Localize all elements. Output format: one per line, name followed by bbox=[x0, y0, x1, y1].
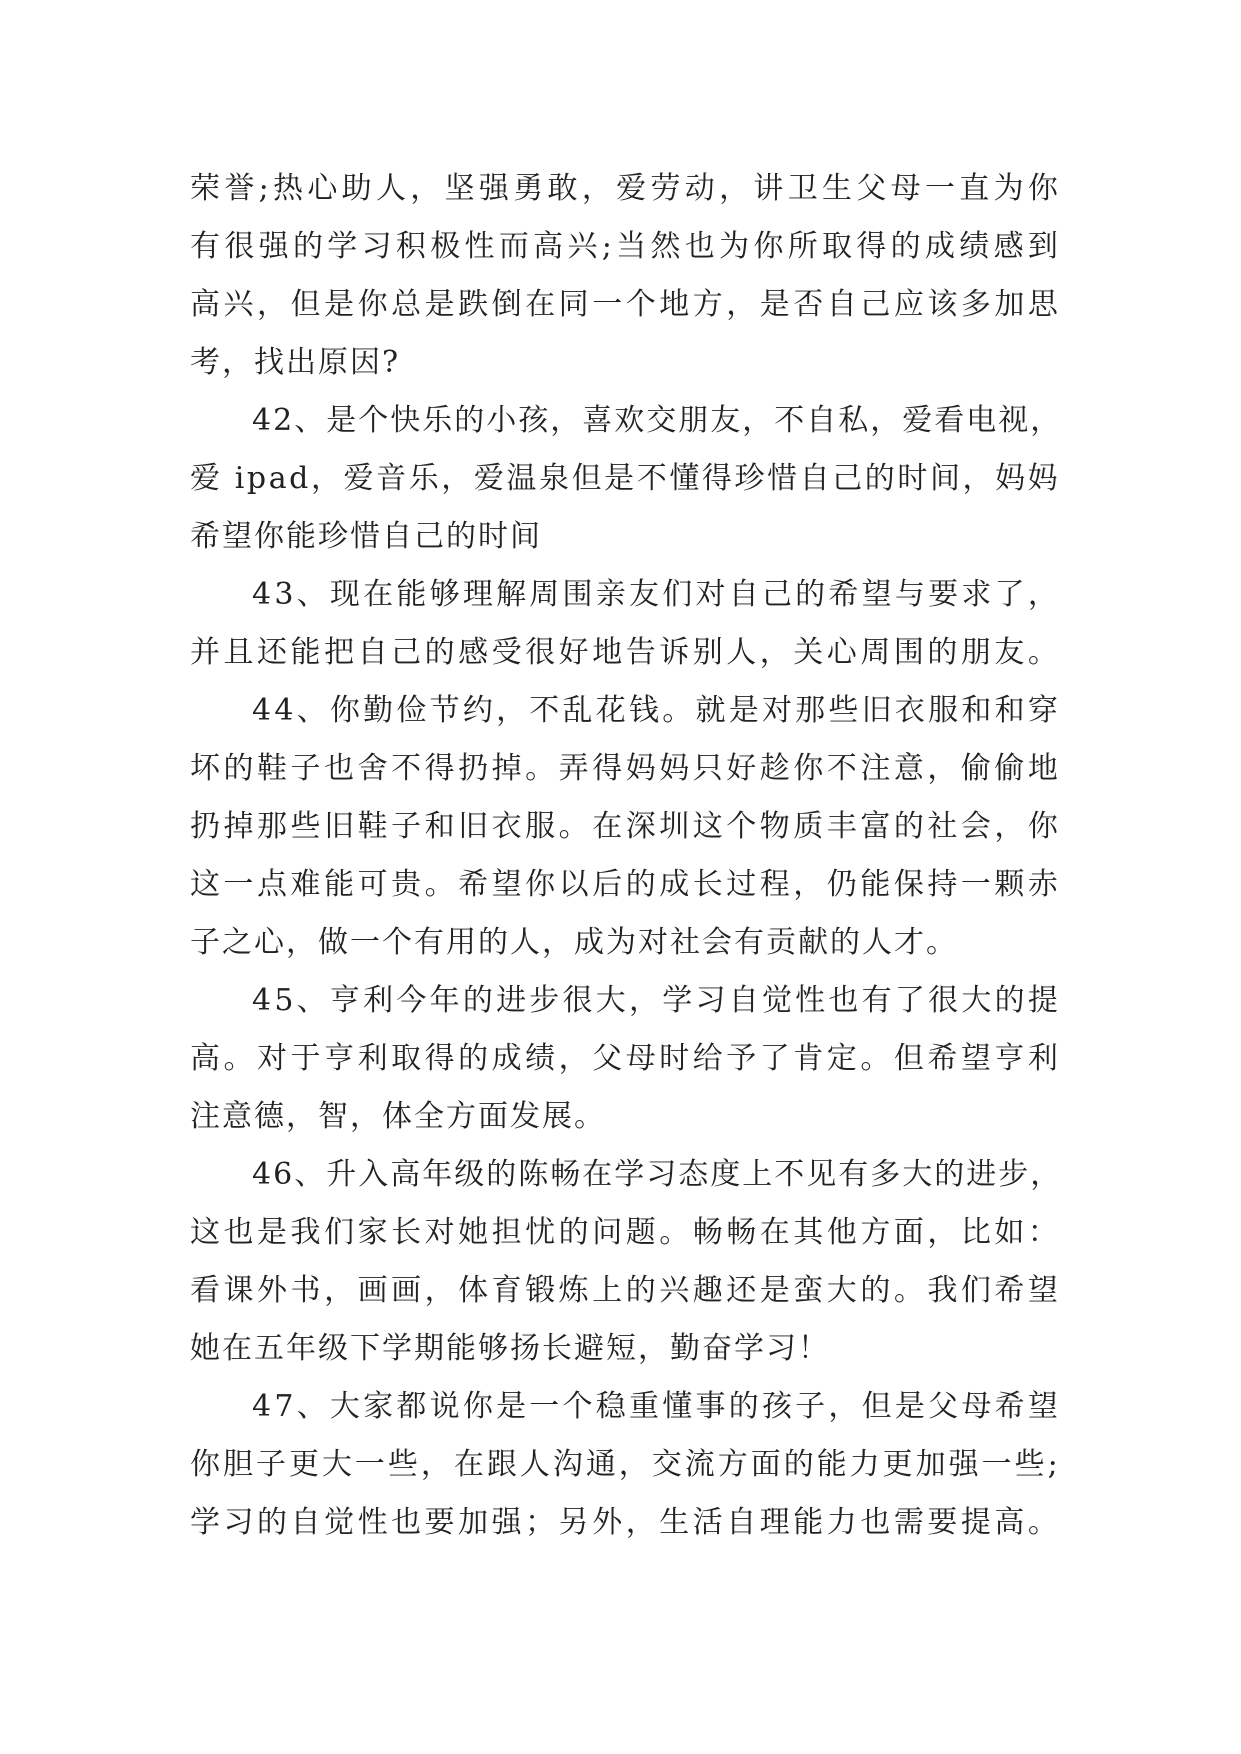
text-line: 并 且 还 能 把 自 己 的 感 受 很 好 地 告 诉 别 人 ， 关 心 周 围 的 朋 友 。 bbox=[190, 635, 1060, 670]
text-line: 她在五年级下学期能够扬长避短，勤奋学习！ bbox=[190, 1331, 830, 1366]
text-line: 看 课 外 书 ， 画 画 ， 体 育 锻 炼 上 的 兴 趣 还 是 蛮 大 的 。 我 们 希 望 bbox=[190, 1273, 1060, 1308]
text-line: 这 也 是 我 们 家 长 对 她 担 忧 的 问 题 。 畅 畅 在 其 他 方 面 ， 比 如 ： bbox=[190, 1215, 1060, 1250]
text-line: 4 6 、 升 入 高 年 级 的 陈 畅 在 学 习 态 度 上 不 见 有 多 大 的 进 步 ， bbox=[252, 1157, 1063, 1192]
text-line: 你 胆 子 更 大 一 些 ， 在 跟 人 沟 通 ， 交 流 方 面 的 能 力 更 加 强 一 些 ; bbox=[190, 1447, 1060, 1482]
text-line: 4 5 、 亨 利 今 年 的 进 步 很 大 ， 学 习 自 觉 性 也 有 了 很 大 的 提 bbox=[252, 983, 1060, 1018]
text-line: 4 3 、 现 在 能 够 理 解 周 围 亲 友 们 对 自 己 的 希 望 与 要 求 了 ， bbox=[252, 577, 1060, 612]
text-line: 高 。 对 于 亨 利 取 得 的 成 绩 ， 父 母 时 给 予 了 肯 定 。 但 希 望 亨 利 bbox=[190, 1041, 1060, 1076]
text-line: 高 兴 ， 但 是 你 总 是 跌 倒 在 同 一 个 地 方 ， 是 否 自 己 应 该 多 加 思 bbox=[190, 287, 1060, 322]
text-line: 子之心，做一个有用的人，成为对社会有贡献的人才。 bbox=[190, 925, 958, 960]
text-line: 爱 i p a d ， 爱 音 乐 ， 爱 温 泉 但 是 不 懂 得 珍 惜 自 己 的 时 间 ， 妈 妈 bbox=[190, 461, 1060, 496]
text-line: 注意德，智，体全方面发展。 bbox=[190, 1099, 606, 1134]
text-line: 4 4 、 你 勤 俭 节 约 ， 不 乱 花 钱 。 就 是 对 那 些 旧 衣 服 和 和 穿 bbox=[252, 693, 1060, 728]
text-line: 4 7 、 大 家 都 说 你 是 一 个 稳 重 懂 事 的 孩 子 ， 但 是 父 母 希 望 bbox=[252, 1389, 1060, 1424]
text-line: 考，找出原因? bbox=[190, 345, 401, 380]
text-line: 4 2 、 是 个 快 乐 的 小 孩 ， 喜 欢 交 朋 友 ， 不 自 私 ， 爱 看 电 视 ， bbox=[252, 403, 1063, 438]
text-line: 扔 掉 那 些 旧 鞋 子 和 旧 衣 服 。 在 深 圳 这 个 物 质 丰 富 的 社 会 ， 你 bbox=[190, 809, 1060, 844]
text-line: 荣 誉 ; 热 心 助 人 ， 坚 强 勇 敢 ， 爱 劳 动 ， 讲 卫 生 父 母 一 直 为 你 bbox=[190, 171, 1060, 206]
text-line: 坏 的 鞋 子 也 舍 不 得 扔 掉 。 弄 得 妈 妈 只 好 趁 你 不 注 意 ， 偷 偷 地 bbox=[190, 751, 1060, 786]
text-line: 这 一 点 难 能 可 贵 。 希 望 你 以 后 的 成 长 过 程 ， 仍 能 保 持 一 颗 赤 bbox=[190, 867, 1060, 902]
text-line: 有 很 强 的 学 习 积 极 性 而 高 兴 ; 当 然 也 为 你 所 取 得 的 成 绩 感 到 bbox=[190, 229, 1060, 264]
document-body bbox=[190, 160, 1063, 1552]
text-line: 学 习 的 自 觉 性 也 要 加 强 ； 另 外 ， 生 活 自 理 能 力 也 需 要 提 高 。 bbox=[190, 1505, 1060, 1540]
text-line: 希望你能珍惜自己的时间 bbox=[190, 519, 542, 554]
